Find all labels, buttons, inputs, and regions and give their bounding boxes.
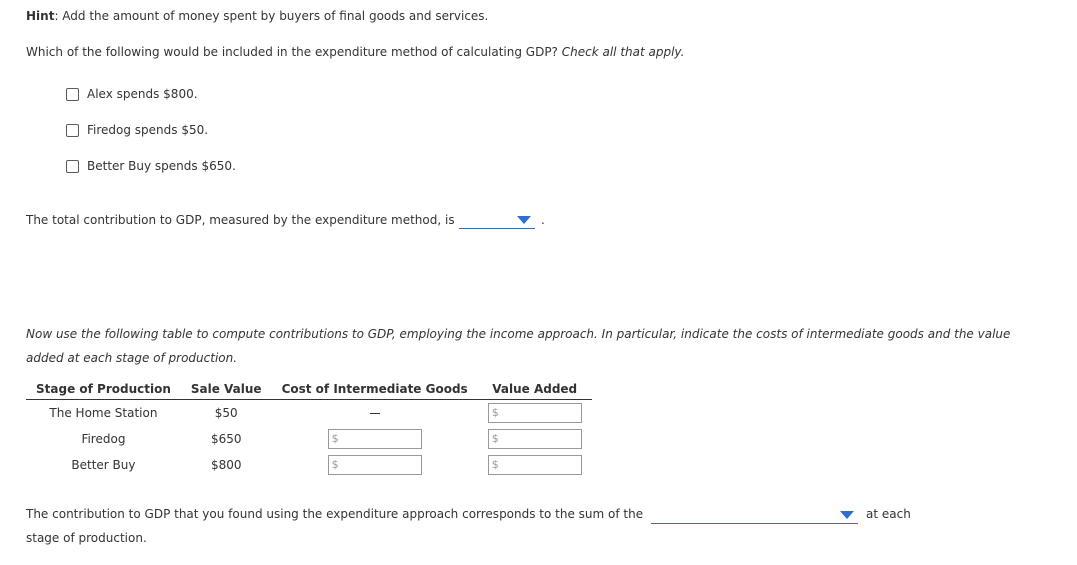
- option-checkbox[interactable]: [66, 88, 79, 101]
- stage-name: The Home Station: [49, 406, 158, 420]
- total-prompt: The total contribution to GDP, measured by the expenditure method, is: [26, 213, 455, 227]
- hint-text: [26, 9, 488, 23]
- contribution-suffix: at each: [866, 507, 911, 521]
- value-added-input[interactable]: [488, 455, 582, 475]
- option-better-buy[interactable]: [66, 158, 236, 174]
- dash-mark: [370, 413, 380, 414]
- sale-value: $800: [210, 458, 242, 472]
- hint-body: : Add the amount of money spent by buyers of final goods and services.: [54, 9, 489, 23]
- question-instruction: Check all that apply.: [561, 45, 685, 59]
- question-text: [26, 45, 684, 59]
- sale-value: $650: [210, 432, 242, 446]
- option-label: Better Buy spends $650.: [87, 159, 236, 173]
- dollar-sign: $: [491, 432, 499, 445]
- intermediate-cost-input[interactable]: [328, 455, 422, 475]
- gdp-table: [26, 379, 592, 478]
- hint-label: Hint: [26, 9, 55, 23]
- table-row: [26, 426, 592, 452]
- value-added-input[interactable]: [488, 429, 582, 449]
- option-checkbox[interactable]: [66, 124, 79, 137]
- table-row: [26, 400, 592, 427]
- value-added-input[interactable]: [488, 403, 582, 423]
- stage-name: Better Buy: [71, 458, 136, 472]
- header-stage: Stage of Production: [26, 379, 181, 400]
- dollar-sign: $: [331, 432, 339, 445]
- header-value-added: Value Added: [478, 379, 592, 400]
- header-intermediate-cost: Cost of Intermediate Goods: [272, 379, 478, 400]
- dollar-sign: $: [491, 406, 499, 419]
- contribution-line2: stage of production.: [26, 531, 147, 545]
- option-label: Firedog spends $50.: [87, 123, 209, 137]
- option-label: Alex spends $800.: [87, 87, 198, 101]
- option-alex[interactable]: [66, 86, 198, 102]
- table-row: [26, 452, 592, 478]
- total-period: .: [541, 213, 545, 227]
- dollar-sign: $: [331, 458, 339, 471]
- intermediate-cost-input[interactable]: [328, 429, 422, 449]
- chevron-down-icon: [517, 216, 531, 224]
- question-body: Which of the following would be included in the expenditure method of calculating GDP?: [26, 45, 562, 59]
- contribution-prompt: The contribution to GDP that you found using the expenditure approach corresponds to the sum of the: [26, 507, 644, 521]
- chevron-down-icon: [840, 511, 854, 519]
- table-instructions: Now use the following table to compute contributions to GDP, employing the income approach. In particular, indicate the costs of intermediate goods and the value added at each stage of production.: [26, 327, 1011, 365]
- cost-not-applicable: [272, 400, 478, 427]
- option-firedog[interactable]: [66, 122, 208, 138]
- sale-value: $50: [214, 406, 238, 420]
- contribution-dropdown[interactable]: [651, 507, 858, 524]
- total-dropdown[interactable]: [459, 212, 535, 229]
- stage-name: Firedog: [81, 432, 126, 446]
- table-header-row: [26, 379, 592, 400]
- dollar-sign: $: [491, 458, 499, 471]
- header-sale-value: Sale Value: [181, 379, 272, 400]
- option-checkbox[interactable]: [66, 160, 79, 173]
